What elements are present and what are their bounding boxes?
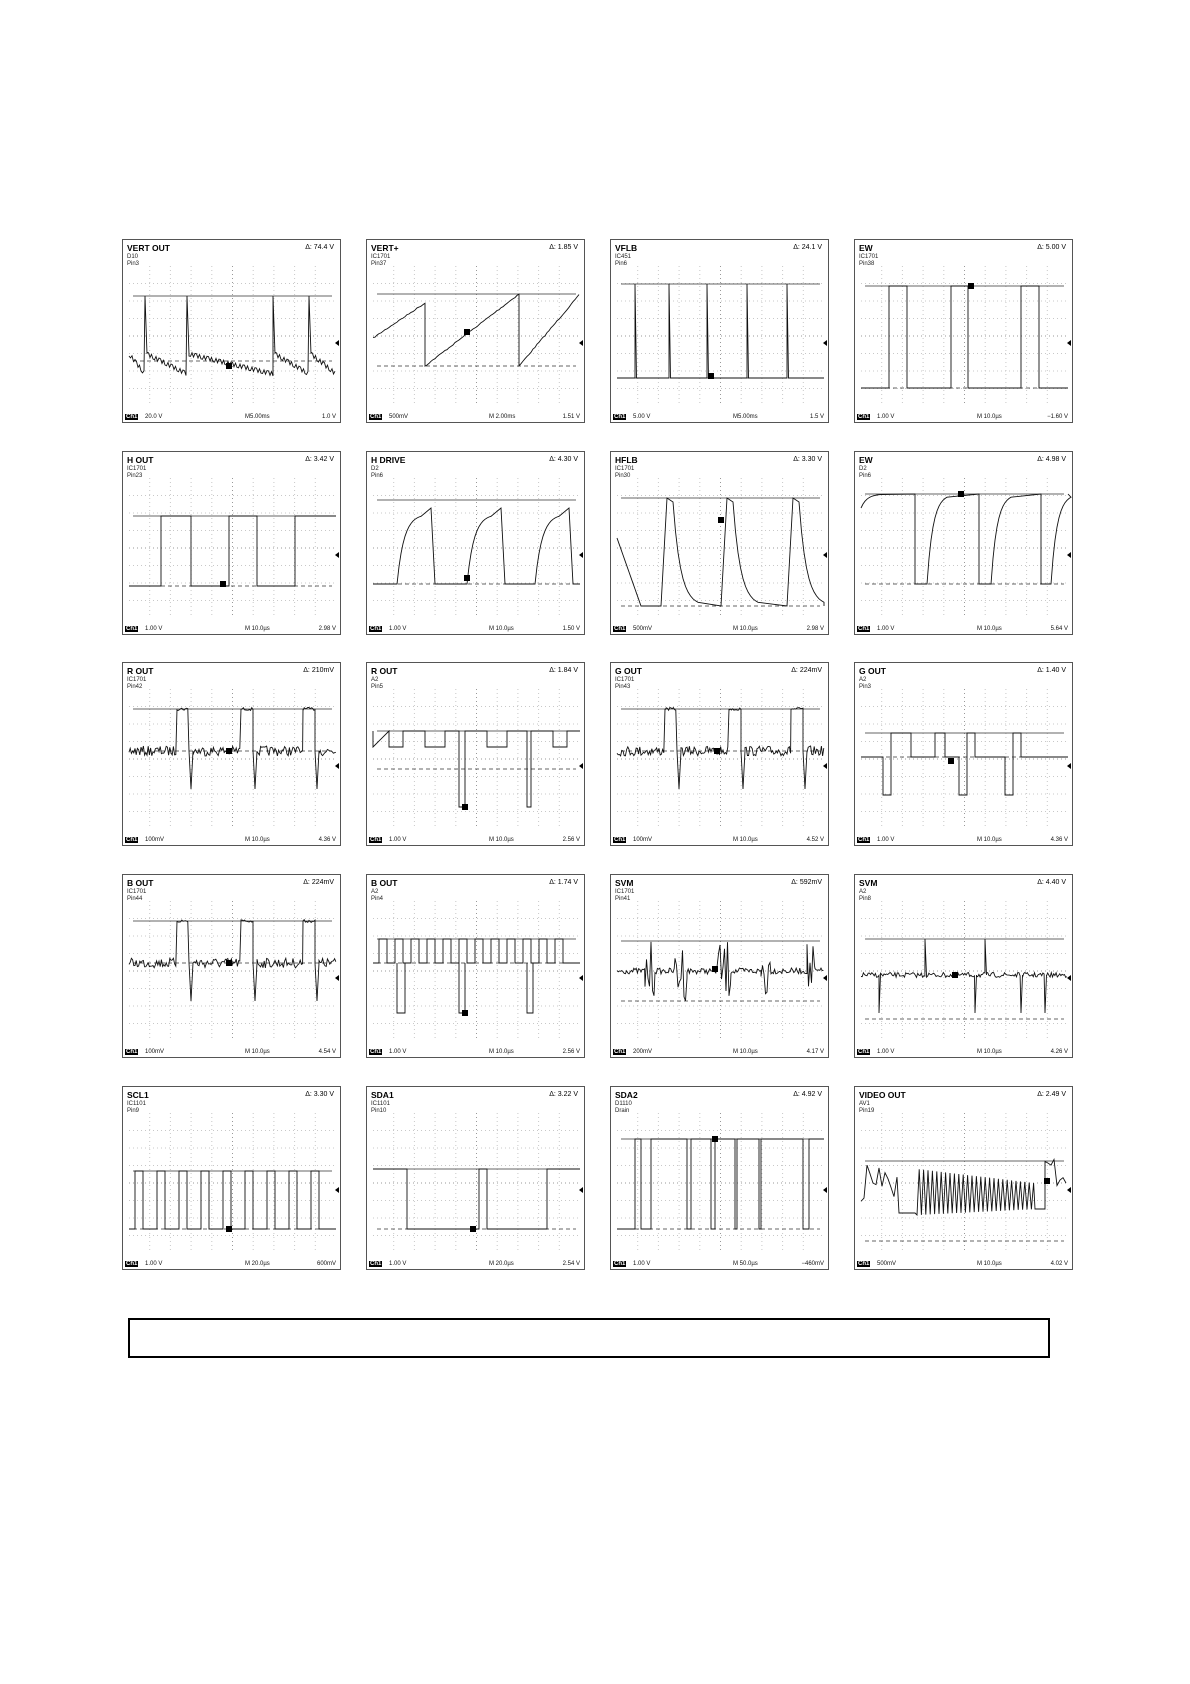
channel-badge: Ch1 xyxy=(858,1261,870,1267)
volts-per-div: 1.00 V xyxy=(389,626,407,632)
scope-panel xyxy=(366,451,585,635)
waveform-plot xyxy=(855,452,1074,636)
trigger-marker xyxy=(470,1226,476,1232)
level-arrow-icon xyxy=(579,340,583,346)
caption-box xyxy=(128,1318,1050,1358)
level-arrow-icon xyxy=(335,552,339,558)
waveform-trace xyxy=(129,708,336,790)
delta-readout: Δ: 224mV xyxy=(303,879,334,886)
volts-per-div: 20.0 V xyxy=(145,414,163,420)
delta-readout: Δ: 1.74 V xyxy=(549,879,578,886)
waveform-plot xyxy=(855,1087,1074,1271)
component-ref: IC1101 xyxy=(127,1101,146,1107)
pin-label: Pin6 xyxy=(371,473,384,479)
level-arrow-icon xyxy=(1067,1187,1071,1193)
level-arrow-icon xyxy=(335,1187,339,1193)
waveform-trace xyxy=(861,939,1067,1013)
trigger-level: 2.56 V xyxy=(562,837,580,843)
trigger-marker xyxy=(226,1226,232,1232)
trigger-level: 2.98 V xyxy=(318,626,336,632)
time-per-div: M 10.0µs xyxy=(245,626,270,632)
volts-per-div: 1.00 V xyxy=(389,1049,407,1055)
volts-per-div: 100mV xyxy=(145,1049,165,1055)
level-arrow-icon xyxy=(579,1187,583,1193)
waveform-trace xyxy=(861,286,1068,388)
volts-per-div: 500mV xyxy=(877,1261,897,1267)
channel-badge: Ch1 xyxy=(858,837,870,843)
time-per-div: M 10.0µs xyxy=(245,837,270,843)
trigger-level: 4.36 V xyxy=(1050,837,1068,843)
level-arrow-icon xyxy=(335,975,339,981)
volts-per-div: 200mV xyxy=(633,1049,653,1055)
waveform-trace xyxy=(861,494,1071,584)
pin-label: Pin10 xyxy=(371,1108,387,1114)
component-ref: AV1 xyxy=(859,1101,870,1107)
delta-readout: Δ: 3.22 V xyxy=(549,1091,578,1098)
time-per-div: M 20.0µs xyxy=(489,1261,514,1267)
scope-panel xyxy=(366,1086,585,1270)
component-ref: IC1701 xyxy=(127,677,147,683)
trigger-marker xyxy=(462,1010,468,1016)
component-ref: A2 xyxy=(859,677,867,683)
time-per-div: M 10.0µs xyxy=(733,626,758,632)
channel-badge: Ch1 xyxy=(126,837,138,843)
waveform-plot xyxy=(611,875,830,1059)
waveform-plot xyxy=(855,663,1074,847)
scope-panel xyxy=(610,662,829,846)
trigger-level: 2.54 V xyxy=(562,1261,580,1267)
scope-panel xyxy=(610,1086,829,1270)
channel-badge: Ch1 xyxy=(370,1049,382,1055)
trigger-marker xyxy=(708,373,714,379)
waveform-plot xyxy=(367,1087,586,1271)
component-ref: IC1701 xyxy=(371,254,391,260)
trigger-level: 5.64 V xyxy=(1050,626,1068,632)
pin-label: Pin30 xyxy=(615,473,631,479)
waveform-trace xyxy=(617,708,824,790)
scope-panel xyxy=(854,662,1073,846)
scope-panel xyxy=(854,874,1073,1058)
pin-label: Pin19 xyxy=(859,1108,875,1114)
pin-label: Pin38 xyxy=(859,261,875,267)
pin-label: Pin8 xyxy=(859,896,872,902)
waveform-trace xyxy=(129,1171,336,1229)
component-ref: IC1101 xyxy=(371,1101,390,1107)
signal-title: B OUT xyxy=(371,878,398,888)
waveform-plot xyxy=(855,240,1074,424)
channel-badge: Ch1 xyxy=(614,1261,626,1267)
channel-badge: Ch1 xyxy=(370,414,382,420)
waveform-trace xyxy=(617,942,823,1001)
trigger-marker xyxy=(226,960,232,966)
time-per-div: M 10.0µs xyxy=(977,414,1002,420)
channel-badge: Ch1 xyxy=(858,626,870,632)
component-ref: D2 xyxy=(859,466,867,472)
waveform-plot xyxy=(611,452,830,636)
trigger-marker xyxy=(226,363,232,369)
scope-panel xyxy=(366,874,585,1058)
trigger-marker xyxy=(718,517,724,523)
trigger-level: 4.02 V xyxy=(1050,1261,1068,1267)
channel-badge: Ch1 xyxy=(370,1261,382,1267)
component-ref: IC1701 xyxy=(615,466,635,472)
delta-readout: Δ: 4.40 V xyxy=(1037,879,1066,886)
component-ref: D10 xyxy=(127,254,139,260)
waveform-plot xyxy=(367,452,586,636)
signal-title: B OUT xyxy=(127,878,154,888)
signal-title: SDA1 xyxy=(371,1090,394,1100)
component-ref: A2 xyxy=(371,889,379,895)
time-per-div: M 10.0µs xyxy=(489,626,514,632)
volts-per-div: 100mV xyxy=(633,837,653,843)
level-arrow-icon xyxy=(1067,763,1071,769)
component-ref: D1110 xyxy=(615,1101,632,1107)
signal-title: VERT OUT xyxy=(127,243,170,253)
trigger-marker xyxy=(220,581,226,587)
waveform-plot xyxy=(123,452,342,636)
pin-label: Pin3 xyxy=(859,684,872,690)
channel-badge: Ch1 xyxy=(614,626,626,632)
trigger-marker xyxy=(968,283,974,289)
time-per-div: M 10.0µs xyxy=(977,1049,1002,1055)
time-per-div: M 10.0µs xyxy=(489,837,514,843)
waveform-plot xyxy=(611,240,830,424)
trigger-level: 2.98 V xyxy=(806,626,824,632)
channel-badge: Ch1 xyxy=(370,626,382,632)
volts-per-div: 100mV xyxy=(145,837,165,843)
volts-per-div: 1.00 V xyxy=(389,1261,407,1267)
delta-readout: Δ: 224mV xyxy=(791,667,822,674)
time-per-div: M5.00ms xyxy=(733,414,758,420)
waveform-plot xyxy=(855,875,1074,1059)
pin-label: Drain xyxy=(615,1108,630,1114)
waveform-plot xyxy=(611,1087,830,1271)
volts-per-div: 500mV xyxy=(389,414,409,420)
waveform-plot xyxy=(123,663,342,847)
waveform-plot xyxy=(367,875,586,1059)
scope-panel xyxy=(122,874,341,1058)
channel-badge: Ch1 xyxy=(614,1049,626,1055)
delta-readout: Δ: 3.30 V xyxy=(793,456,822,463)
signal-title: SVM xyxy=(615,878,634,888)
channel-badge: Ch1 xyxy=(370,837,382,843)
trigger-level: 2.56 V xyxy=(562,1049,580,1055)
level-arrow-icon xyxy=(823,552,827,558)
time-per-div: M 2.00ms xyxy=(489,414,516,420)
trigger-marker xyxy=(1044,1178,1050,1184)
trigger-level: 4.54 V xyxy=(318,1049,336,1055)
delta-readout: Δ: 4.92 V xyxy=(793,1091,822,1098)
level-arrow-icon xyxy=(579,763,583,769)
trigger-marker xyxy=(464,575,470,581)
signal-title: SVM xyxy=(859,878,878,888)
level-arrow-icon xyxy=(823,975,827,981)
time-per-div: M 10.0µs xyxy=(733,1049,758,1055)
component-ref: IC1701 xyxy=(615,889,635,895)
scope-panel xyxy=(122,1086,341,1270)
delta-readout: Δ: 3.42 V xyxy=(305,456,334,463)
trigger-level: 4.36 V xyxy=(318,837,336,843)
volts-per-div: 1.00 V xyxy=(877,626,895,632)
waveform-plot xyxy=(611,663,830,847)
channel-badge: Ch1 xyxy=(858,414,870,420)
signal-title: VFLB xyxy=(615,243,638,253)
waveform-trace xyxy=(861,1160,1066,1216)
trigger-level: 1.5 V xyxy=(809,414,824,420)
scope-panel xyxy=(610,874,829,1058)
trigger-level: −460mV xyxy=(801,1261,824,1267)
time-per-div: M 10.0µs xyxy=(977,626,1002,632)
pin-label: Pin43 xyxy=(615,684,631,690)
scope-panel xyxy=(122,239,341,423)
scope-panel xyxy=(854,451,1073,635)
pin-label: Pin6 xyxy=(615,261,628,267)
volts-per-div: 1.00 V xyxy=(633,1261,651,1267)
signal-title: R OUT xyxy=(127,666,154,676)
trigger-marker xyxy=(952,972,958,978)
signal-title: EW xyxy=(859,455,873,465)
level-arrow-icon xyxy=(1067,975,1071,981)
volts-per-div: 500mV xyxy=(633,626,653,632)
scope-panel xyxy=(122,451,341,635)
delta-readout: Δ: 24.1 V xyxy=(793,244,822,251)
component-ref: IC451 xyxy=(615,254,632,260)
delta-readout: Δ: 1.84 V xyxy=(549,667,578,674)
channel-badge: Ch1 xyxy=(858,1049,870,1055)
time-per-div: M 50.0µs xyxy=(733,1261,758,1267)
delta-readout: Δ: 3.30 V xyxy=(305,1091,334,1098)
scope-panel xyxy=(610,239,829,423)
component-ref: IC1701 xyxy=(127,889,147,895)
trigger-level: −1.60 V xyxy=(1047,414,1068,420)
scope-panel xyxy=(122,662,341,846)
signal-title: SDA2 xyxy=(615,1090,638,1100)
level-arrow-icon xyxy=(823,763,827,769)
trigger-level: 4.26 V xyxy=(1050,1049,1068,1055)
delta-readout: Δ: 1.40 V xyxy=(1037,667,1066,674)
waveform-plot xyxy=(123,1087,342,1271)
trigger-marker xyxy=(712,966,718,972)
channel-badge: Ch1 xyxy=(126,414,138,420)
trigger-level: 1.50 V xyxy=(562,626,580,632)
pin-label: Pin37 xyxy=(371,261,387,267)
scope-panel xyxy=(854,1086,1073,1270)
volts-per-div: 1.00 V xyxy=(389,837,407,843)
signal-title: G OUT xyxy=(615,666,642,676)
volts-per-div: 1.00 V xyxy=(877,414,895,420)
signal-title: EW xyxy=(859,243,873,253)
time-per-div: M 10.0µs xyxy=(977,837,1002,843)
time-per-div: M 10.0µs xyxy=(489,1049,514,1055)
waveform-trace xyxy=(617,1139,824,1229)
channel-badge: Ch1 xyxy=(126,1261,138,1267)
volts-per-div: 5.00 V xyxy=(633,414,651,420)
waveform-plot xyxy=(123,875,342,1059)
level-arrow-icon xyxy=(579,975,583,981)
delta-readout: Δ: 2.49 V xyxy=(1037,1091,1066,1098)
trigger-level: 1.0 V xyxy=(321,414,336,420)
pin-label: Pin41 xyxy=(615,896,631,902)
trigger-marker xyxy=(958,491,964,497)
signal-title: VERT+ xyxy=(371,243,399,253)
level-arrow-icon xyxy=(1067,340,1071,346)
signal-title: G OUT xyxy=(859,666,886,676)
component-ref: IC1701 xyxy=(859,254,879,260)
trigger-level: 4.52 V xyxy=(806,837,824,843)
level-arrow-icon xyxy=(335,763,339,769)
signal-title: H DRIVE xyxy=(371,455,406,465)
channel-badge: Ch1 xyxy=(126,1049,138,1055)
channel-badge: Ch1 xyxy=(126,626,138,632)
trigger-level: 600mV xyxy=(316,1261,336,1267)
level-arrow-icon xyxy=(1067,552,1071,558)
level-arrow-icon xyxy=(823,340,827,346)
waveform-plot xyxy=(367,663,586,847)
waveform-trace xyxy=(129,920,336,1001)
component-ref: IC1701 xyxy=(127,466,147,472)
scope-panel xyxy=(854,239,1073,423)
volts-per-div: 1.00 V xyxy=(877,837,895,843)
pin-label: Pin44 xyxy=(127,896,143,902)
trigger-marker xyxy=(948,758,954,764)
level-arrow-icon xyxy=(579,552,583,558)
channel-badge: Ch1 xyxy=(614,414,626,420)
trigger-level: 1.51 V xyxy=(562,414,580,420)
pin-label: Pin23 xyxy=(127,473,143,479)
scope-panel xyxy=(610,451,829,635)
volts-per-div: 1.00 V xyxy=(145,1261,163,1267)
signal-title: SCL1 xyxy=(127,1090,149,1100)
level-arrow-icon xyxy=(823,1187,827,1193)
delta-readout: Δ: 74.4 V xyxy=(305,244,334,251)
time-per-div: M 10.0µs xyxy=(977,1261,1002,1267)
waveform-plot xyxy=(367,240,586,424)
component-ref: A2 xyxy=(371,677,379,683)
delta-readout: Δ: 4.30 V xyxy=(549,456,578,463)
scope-panel xyxy=(366,239,585,423)
pin-label: Pin3 xyxy=(127,261,140,267)
delta-readout: Δ: 4.98 V xyxy=(1037,456,1066,463)
level-arrow-icon xyxy=(335,340,339,346)
delta-readout: Δ: 210mV xyxy=(303,667,334,674)
volts-per-div: 1.00 V xyxy=(877,1049,895,1055)
trigger-marker xyxy=(712,1136,718,1142)
pin-label: Pin5 xyxy=(371,684,384,690)
signal-title: R OUT xyxy=(371,666,398,676)
time-per-div: M5.00ms xyxy=(245,414,270,420)
delta-readout: Δ: 592mV xyxy=(791,879,822,886)
signal-title: VIDEO OUT xyxy=(859,1090,906,1100)
pin-label: Pin9 xyxy=(127,1108,140,1114)
time-per-div: M 10.0µs xyxy=(245,1049,270,1055)
time-per-div: M 10.0µs xyxy=(733,837,758,843)
volts-per-div: 1.00 V xyxy=(145,626,163,632)
waveform-plot xyxy=(123,240,342,424)
pin-label: Pin4 xyxy=(371,896,384,902)
trigger-marker xyxy=(464,329,470,335)
pin-label: Pin42 xyxy=(127,684,143,690)
component-ref: D2 xyxy=(371,466,379,472)
trigger-marker xyxy=(714,748,720,754)
time-per-div: M 20.0µs xyxy=(245,1261,270,1267)
delta-readout: Δ: 1.85 V xyxy=(549,244,578,251)
pin-label: Pin6 xyxy=(859,473,872,479)
component-ref: IC1701 xyxy=(615,677,635,683)
signal-title: HFLB xyxy=(615,455,638,465)
signal-title: H OUT xyxy=(127,455,154,465)
scope-panel xyxy=(366,662,585,846)
trigger-marker xyxy=(226,748,232,754)
trigger-level: 4.17 V xyxy=(806,1049,824,1055)
delta-readout: Δ: 5.00 V xyxy=(1037,244,1066,251)
trigger-marker xyxy=(462,804,468,810)
component-ref: A2 xyxy=(859,889,867,895)
channel-badge: Ch1 xyxy=(614,837,626,843)
